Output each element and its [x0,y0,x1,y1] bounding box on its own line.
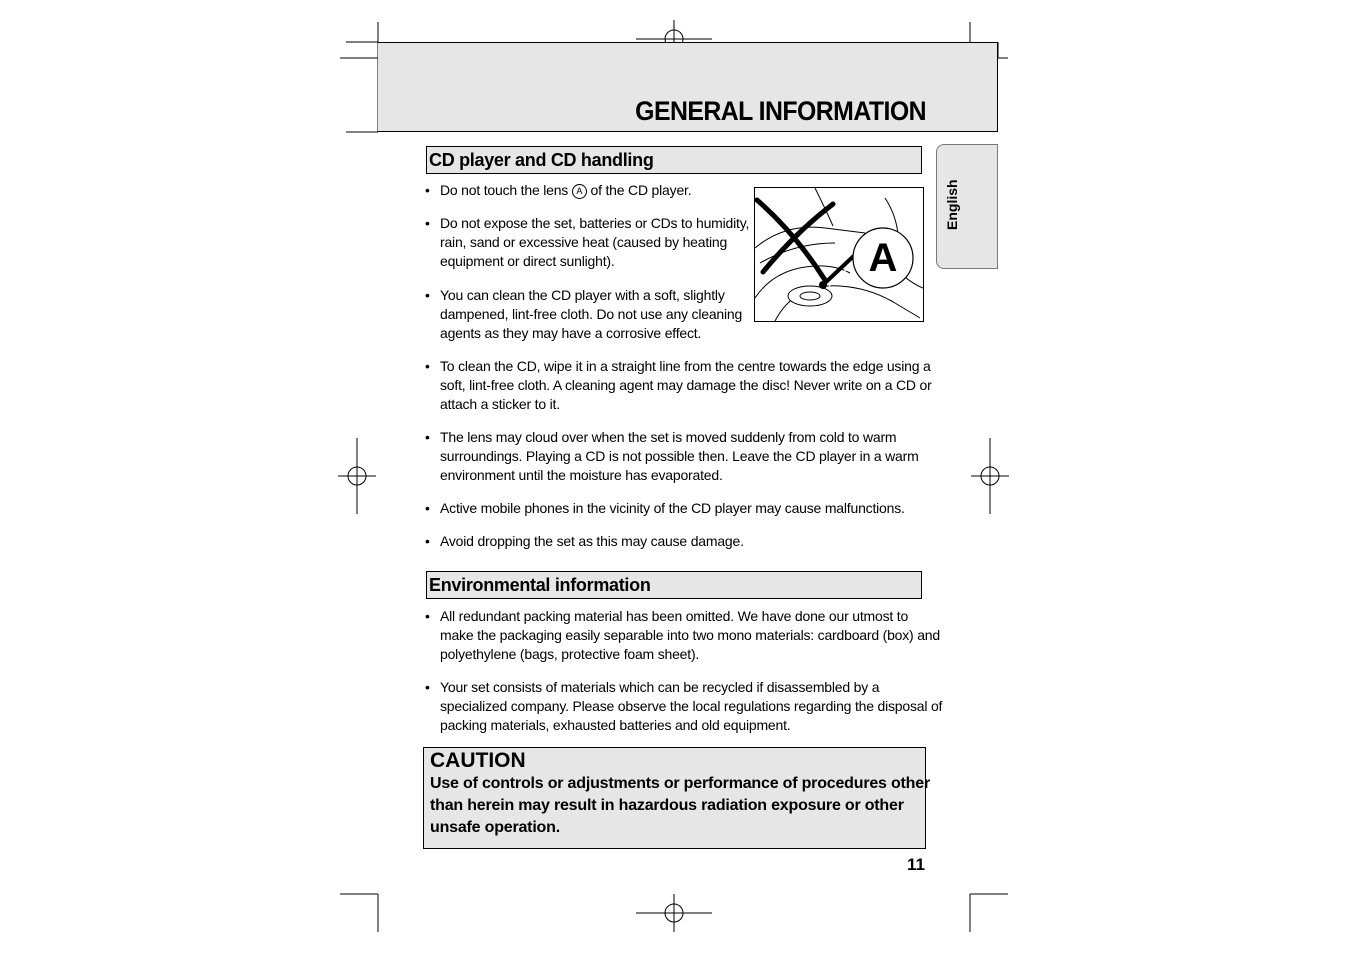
bullet-line: surroundings. Playing a CD is not possible then. Leave the CD player in a warm [440,448,919,465]
caution-line: Use of controls or adjustments or performance of procedures other [430,775,930,792]
registration-mark-right [971,438,1009,514]
bullet-line: Active mobile phones in the vicinity of the CD player may cause malfunctions. [440,500,905,516]
bullet-line: specialized company. Please observe the local regulations regarding the disposal of [440,698,943,715]
caution-text [430,773,930,839]
caution-line: than herein may result in hazardous radiation exposure or other [430,797,904,814]
bullet-line: Avoid dropping the set as this may cause damage. [440,533,744,549]
bullet-line: Your set consists of materials which can be recycled if disassembled by a [440,679,880,695]
bullet-line: polyethylene (bags, protective foam sheet). [440,646,700,663]
bullet-line: All redundant packing material has been omitted. We have done our utmost to [440,608,909,624]
lens-illustration [754,187,924,322]
page-title: GENERAL INFORMATION [635,96,926,126]
bullet-line: Do not expose the set, batteries or CDs to humidity, [440,215,750,231]
bullet-line: dampened, lint-free cloth. Do not use any cleaning [440,306,743,323]
page-number: 11 [907,855,925,874]
section-heading-cd-handling: CD player and CD handling [426,146,922,174]
bullet-line: You can clean the CD player with a soft, slightly [440,287,725,303]
language-label: English [944,179,960,230]
registration-mark-left [338,438,376,514]
bullet-dot: • [425,215,430,231]
bullet-line: environment until the moisture has evaporated. [440,467,723,484]
bullet-line: rain, sand or excessive heat (caused by heating [440,234,728,251]
caution-title: CAUTION [430,749,526,772]
bullet-dot: • [425,608,430,624]
bullet-text: of the CD player. [590,182,692,198]
registration-mark-bottom [636,894,712,932]
caution-line: unsafe operation. [430,819,560,836]
bullet-line: packing materials, exhausted batteries and old equipment. [440,717,791,734]
bullet-line: make the packaging easily separable into two mono materials: cardboard (box) and [440,627,940,644]
bullet-dot: • [425,533,430,549]
callout-label: A [868,236,898,280]
bullet-line: equipment or direct sunlight). [440,253,615,270]
lens-a-symbol: A [572,184,587,199]
bullet-line: soft, lint-free cloth. A cleaning agent may damage the disc! Never write on a CD or [440,377,932,394]
section-heading-environmental: Environmental information [426,571,922,599]
bullet-line: The lens may cloud over when the set is moved suddenly from cold to warm [440,429,897,445]
bullet-dot: • [425,182,430,198]
bullet-dot: • [425,679,430,695]
bullet-line: agents as they may have a corrosive effect. [440,325,702,342]
bullet-dot: • [425,429,430,445]
bullet-line: To clean the CD, wipe it in a straight line from the centre towards the edge using a [440,358,931,374]
bullet-text: Do not touch the lens [440,182,569,198]
bullet-line: attach a sticker to it. [440,396,560,413]
bullet-dot: • [425,500,430,516]
bullet-dot: • [425,358,430,374]
bullet-dot: • [425,287,430,303]
